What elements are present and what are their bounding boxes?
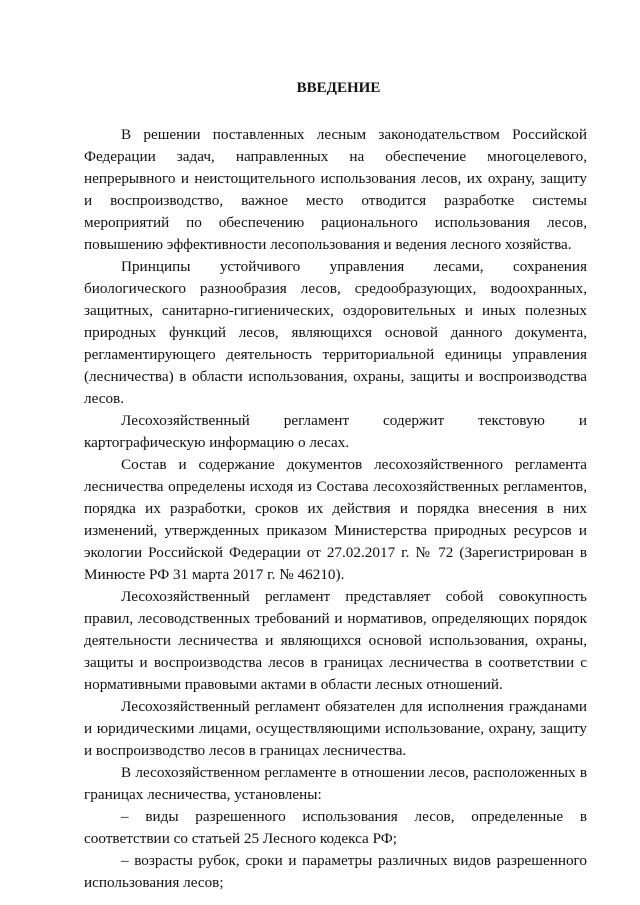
paragraph-obligation: Лесохозяйственный регламент обязателен для исполнения гражданами и юридическими лицами, осуществляющими использование, охрану, защиту и воспроизводство лесов в границах лесничества. (84, 698, 587, 759)
paragraph-intro: В решении поставленных лесным законодательством Российской Федерации задач, направленных на обеспечение многоцелевого, непрерывного и неистощительного использования лесов, их охрану, защиту и воспроизводство, важное место отводится разработке системы мероприятий по обеспечению рационального использования лесов, повышению эффективности лесопользования и ведения лесного хозяйства. (84, 126, 587, 253)
document-title: ВВЕДЕНИЕ (296, 80, 381, 96)
list-item-usage-types: – виды разрешенного использования лесов, определенные в соответствии со статьей 25 Лесного кодекса РФ; (84, 808, 587, 847)
paragraph-principles: Принципы устойчивого управления лесами, сохранения биологического разнообразия лесов, средообразующих, водоохранных, защитных, санитарно-гигиенических, оздоровительных и иных полезных природных функций лесов, являющихся основой данного документа, регламентирующего деятельность территориальной единицы управления (лесничества) в области использования, охраны, защиты и воспроизводства лесов. (84, 258, 587, 407)
paragraph-contents: Лесохозяйственный регламент содержит текстовую и картографическую информацию о лесах. (84, 412, 587, 451)
paragraph-established: В лесохозяйственном регламенте в отношении лесов, расположенных в границах лесничества, установлены: (84, 764, 587, 803)
paragraph-definition: Лесохозяйственный регламент представляет собой совокупность правил, лесоводственных требований и нормативов, определяющих порядок деятельности лесничества и являющихся основой использования, охраны, защиты и воспроизводства лесов в границах лесничества в соответствии с нормативными правовыми актами в области лесных отношений. (84, 588, 587, 693)
document-body (84, 78, 587, 894)
paragraph-composition: Состав и содержание документов лесохозяйственного регламента лесничества определены исходя из Состава лесохозяйственных регламентов, порядка их разработки, сроков их действия и порядка внесения в них изменений, утвержденных приказом Министерства природных ресурсов и экологии Российской Федерации от 27.02.2017 г. № 72 (Зарегистрирован в Минюсте РФ 31 марта 2017 г. № 46210). (84, 456, 587, 583)
list-item-felling-ages: – возрасты рубок, сроки и параметры различных видов разрешенного использования лесов; (84, 852, 587, 891)
